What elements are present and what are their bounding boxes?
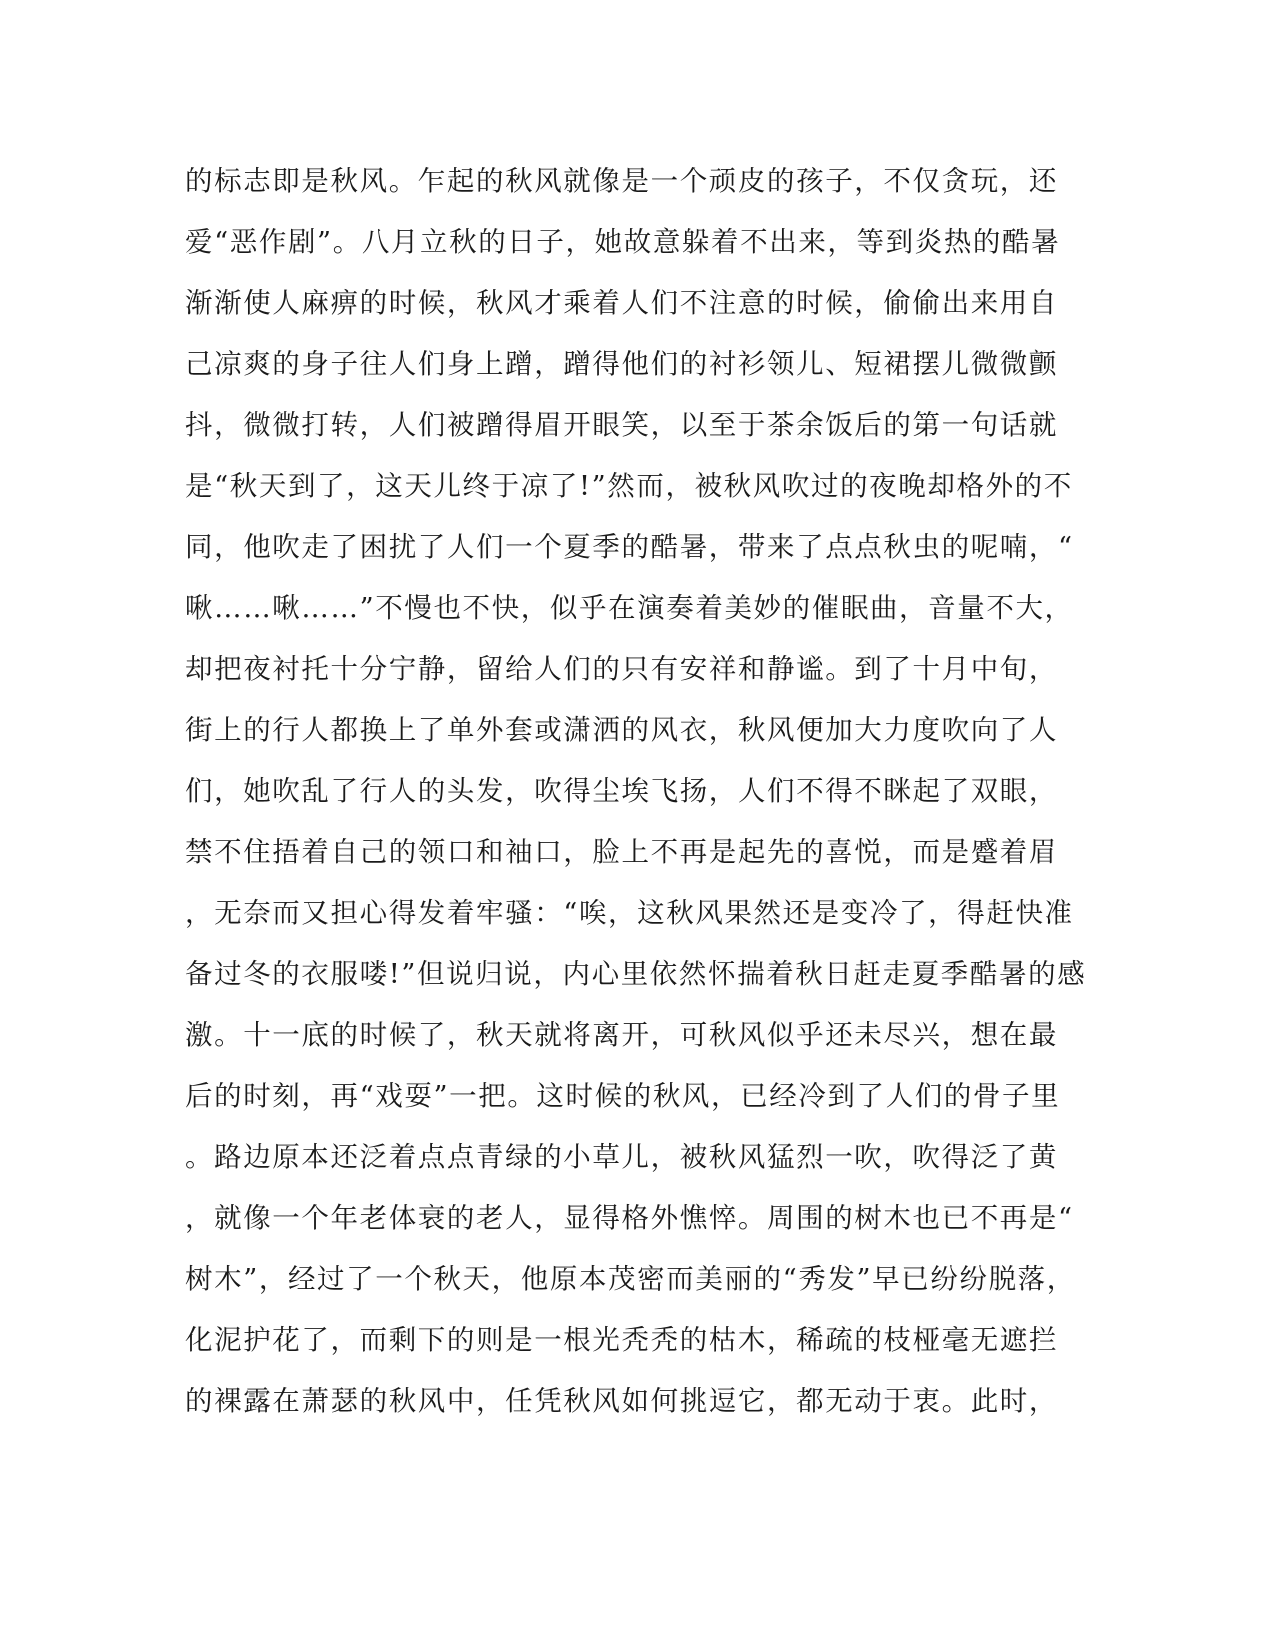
- text-line-7: 同，他吹走了困扰了人们一个夏季的酷暑，带来了点点秋虫的呢喃，“: [185, 531, 1074, 563]
- body-text: [185, 160, 1085, 1441]
- text-line-19: 树木”，经过了一个秋天，他原本茂密而美丽的“秀发”早已纷纷脱落，: [185, 1263, 1076, 1295]
- text-line-4: 己凉爽的身子往人们身上蹭，蹭得他们的衬衫领儿、短裙摆儿微微颤: [185, 348, 1058, 380]
- text-line-10: 街上的行人都换上了单外套或潇洒的风衣，秋风便加大力度吹向了人: [185, 714, 1058, 746]
- text-line-20: 化泥护花了，而剩下的则是一根光秃秃的枯木，稀疏的枝桠毫无遮拦: [185, 1324, 1058, 1356]
- text-line-11: 们，她吹乱了行人的头发，吹得尘埃飞扬，人们不得不眯起了双眼，: [185, 775, 1058, 807]
- text-line-15: 激。十一底的时候了，秋天就将离开，可秋风似乎还未尽兴，想在最: [185, 1019, 1058, 1051]
- text-line-12: 禁不住捂着自己的领口和袖口，脸上不再是起先的喜悦，而是蹙着眉: [185, 836, 1058, 868]
- text-line-1: 的标志即是秋风。乍起的秋风就像是一个顽皮的孩子，不仅贪玩，还: [185, 165, 1058, 197]
- text-line-2: 爱“恶作剧”。八月立秋的日子，她故意躲着不出来，等到炎热的酷暑: [185, 226, 1061, 258]
- text-line-14: 备过冬的衣服喽!”但说归说，内心里依然怀揣着秋日赶走夏季酷暑的感: [185, 958, 1087, 990]
- text-line-9: 却把夜衬托十分宁静，留给人们的只有安祥和静谧。到了十月中旬，: [185, 653, 1058, 685]
- text-line-18: ，就像一个年老体衰的老人，显得格外憔悴。周围的树木也已不再是“: [185, 1202, 1074, 1234]
- text-line-16: 后的时刻，再“戏耍”一把。这时候的秋风，已经冷到了人们的骨子里: [185, 1080, 1061, 1112]
- text-line-13: ，无奈而又担心得发着牢骚：“唉，这秋风果然还是变冷了，得赶快准: [185, 897, 1074, 929]
- text-line-17: 。路边原本还泛着点点青绿的小草儿，被秋风猛烈一吹，吹得泛了黄: [185, 1141, 1058, 1173]
- text-line-21: 的裸露在萧瑟的秋风中，任凭秋风如何挑逗它，都无动于衷。此时，: [185, 1385, 1058, 1417]
- text-line-8: 啾……啾……”不慢也不快，似乎在演奏着美妙的催眠曲，音量不大，: [185, 592, 1074, 624]
- text-line-6: 是“秋天到了，这天儿终于凉了!”然而，被秋风吹过的夜晚却格外的不: [185, 470, 1073, 502]
- text-line-3: 渐渐使人麻痹的时候，秋风才乘着人们不注意的时候，偷偷出来用自: [185, 287, 1058, 319]
- text-line-5: 抖，微微打转，人们被蹭得眉开眼笑，以至于茶余饭后的第一句话就: [185, 409, 1058, 441]
